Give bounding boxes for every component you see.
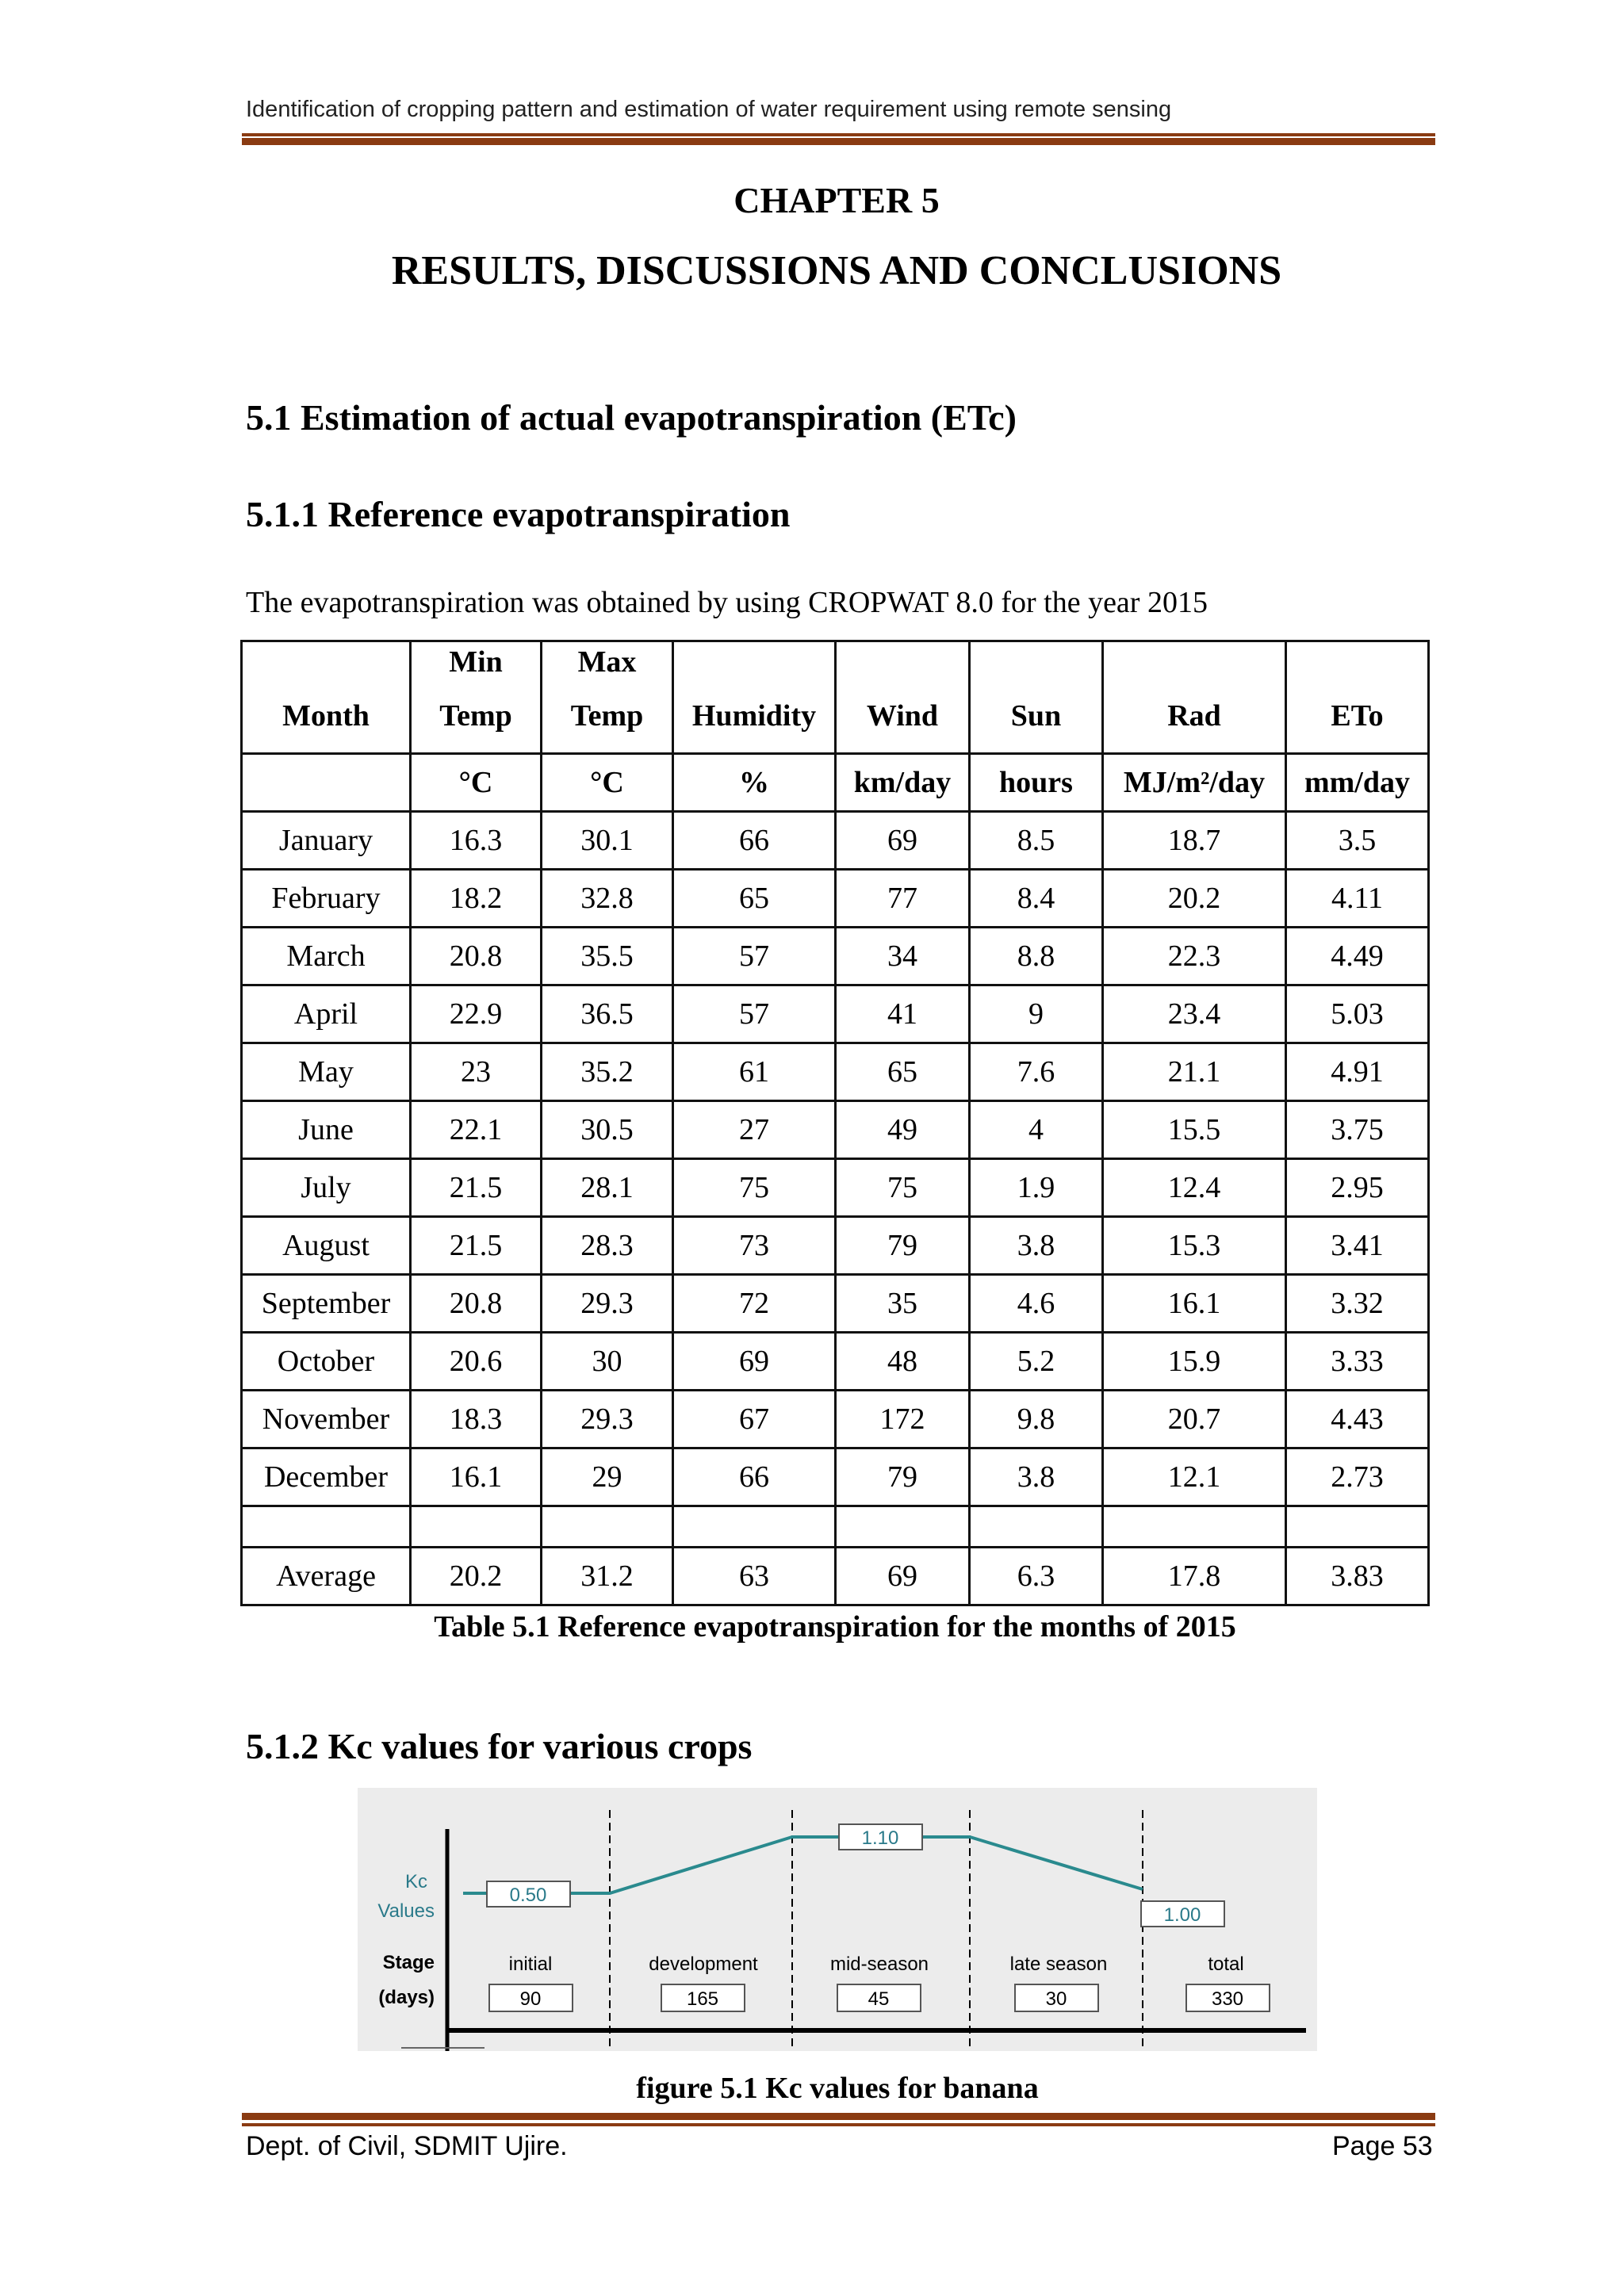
data-cell: 15.5 [1103, 1101, 1286, 1159]
reference-et-table-body [242, 641, 1429, 1605]
table-header-cell [411, 641, 542, 754]
header-rule-thin [242, 133, 1435, 136]
data-cell: 69 [836, 812, 970, 870]
data-cell: 3.75 [1286, 1101, 1429, 1159]
data-cell: 15.9 [1103, 1333, 1286, 1391]
table-row [242, 1448, 1429, 1506]
average-cell: 69 [836, 1548, 970, 1605]
chapter-number: CHAPTER 5 [733, 180, 940, 220]
unit-cell: MJ/m²/day [1103, 754, 1286, 812]
data-cell: 75 [673, 1159, 836, 1217]
empty-cell [836, 1506, 970, 1548]
data-cell: 4.91 [1286, 1043, 1429, 1101]
data-cell: 3.8 [970, 1448, 1103, 1506]
data-cell: 21.5 [411, 1159, 542, 1217]
data-cell: 28.1 [542, 1159, 673, 1217]
table-row [242, 985, 1429, 1043]
data-cell: 75 [836, 1159, 970, 1217]
data-cell: 35 [836, 1275, 970, 1333]
empty-cell [1103, 1506, 1286, 1548]
data-cell: 48 [836, 1333, 970, 1391]
table-units-row [242, 754, 1429, 812]
data-cell: 7.6 [970, 1043, 1103, 1101]
average-cell: Average [242, 1548, 411, 1605]
data-cell: 3.8 [970, 1217, 1103, 1275]
days-label: (days) [378, 1987, 435, 2008]
kc-initial-value: 0.50 [509, 1885, 547, 1906]
data-cell: 20.6 [411, 1333, 542, 1391]
empty-cell [542, 1506, 673, 1548]
data-cell: 3.33 [1286, 1333, 1429, 1391]
unit-cell: °C [542, 754, 673, 812]
data-cell: 4 [970, 1101, 1103, 1159]
data-cell: 20.2 [1103, 870, 1286, 928]
data-cell: 28.3 [542, 1217, 673, 1275]
average-cell: 31.2 [542, 1548, 673, 1605]
data-cell: 3.41 [1286, 1217, 1429, 1275]
table-average-row [242, 1548, 1429, 1605]
header-top-text [1287, 645, 1427, 698]
section-5-1-2-heading: 5.1.2 Kc values for various crops [246, 1726, 753, 1766]
data-cell: July [242, 1159, 411, 1217]
data-cell: 29 [542, 1448, 673, 1506]
unit-cell: % [673, 754, 836, 812]
header-top-text: Max [577, 645, 637, 679]
header-main-text: Sun [1010, 699, 1062, 733]
data-cell: 29.3 [542, 1275, 673, 1333]
data-cell: 30.5 [542, 1101, 673, 1159]
data-cell: 16.1 [411, 1448, 542, 1506]
header-top-text [1104, 645, 1285, 698]
data-cell: 21.5 [411, 1217, 542, 1275]
days-initial: 90 [519, 1988, 542, 2010]
footer-page-number: Page 53 [1332, 2131, 1433, 2161]
table-header-row [242, 641, 1429, 754]
data-cell: 20.8 [411, 1275, 542, 1333]
data-cell: 21.1 [1103, 1043, 1286, 1101]
unit-cell: mm/day [1286, 754, 1429, 812]
data-cell: 32.8 [542, 870, 673, 928]
data-cell: 5.03 [1286, 985, 1429, 1043]
header-top-text [243, 645, 409, 698]
table-caption: Table 5.1 Reference evapotranspiration for the months of 2015 [434, 1610, 1236, 1644]
data-cell: 16.1 [1103, 1275, 1286, 1333]
section-5-1-heading: 5.1 Estimation of actual evapotranspiration (ETc) [246, 397, 1017, 438]
data-cell: October [242, 1333, 411, 1391]
days-mid-season: 45 [868, 1988, 890, 2010]
data-cell: September [242, 1275, 411, 1333]
kc-label-line1: Kc [404, 1871, 427, 1892]
data-cell: 3.32 [1286, 1275, 1429, 1333]
kc-mid-value: 1.10 [861, 1827, 899, 1849]
data-cell: 67 [673, 1391, 836, 1448]
days-total: 330 [1211, 1988, 1244, 2010]
empty-cell [970, 1506, 1103, 1548]
data-cell: 57 [673, 928, 836, 985]
data-cell: June [242, 1101, 411, 1159]
kc-end-value: 1.00 [1163, 1904, 1201, 1926]
data-cell: 35.2 [542, 1043, 673, 1101]
header-top-text [971, 645, 1101, 698]
data-cell: 9 [970, 985, 1103, 1043]
data-cell: 18.2 [411, 870, 542, 928]
table-header-cell [836, 641, 970, 754]
data-cell: December [242, 1448, 411, 1506]
average-cell: 3.83 [1286, 1548, 1429, 1605]
table-intro-text: The evapotranspiration was obtained by using CROPWAT 8.0 for the year 2015 [246, 586, 1208, 619]
stage-initial: initial [508, 1954, 553, 1975]
data-cell: 5.2 [970, 1333, 1103, 1391]
table-row [242, 812, 1429, 870]
data-cell: 2.95 [1286, 1159, 1429, 1217]
table-row [242, 870, 1429, 928]
days-development: 165 [686, 1988, 719, 2010]
data-cell: 4.43 [1286, 1391, 1429, 1448]
data-cell: 12.4 [1103, 1159, 1286, 1217]
figure-caption: figure 5.1 Kc values for banana [636, 2072, 1039, 2105]
data-cell: 8.4 [970, 870, 1103, 928]
header-main-text: Month [282, 699, 370, 733]
data-cell: 29.3 [542, 1391, 673, 1448]
kc-label-line2: Values [377, 1900, 435, 1922]
empty-cell [242, 1506, 411, 1548]
running-header: Identification of cropping pattern and estimation of water requirement using remote sensing [246, 97, 1172, 122]
average-cell: 63 [673, 1548, 836, 1605]
table-header-cell [673, 641, 836, 754]
empty-cell [673, 1506, 836, 1548]
data-cell: November [242, 1391, 411, 1448]
data-cell: 66 [673, 1448, 836, 1506]
data-cell: 65 [836, 1043, 970, 1101]
data-cell: 4.49 [1286, 928, 1429, 985]
data-cell: 23.4 [1103, 985, 1286, 1043]
data-cell: 12.1 [1103, 1448, 1286, 1506]
header-top-text [674, 645, 834, 698]
data-cell: 61 [673, 1043, 836, 1101]
table-row [242, 1043, 1429, 1101]
data-cell: 22.1 [411, 1101, 542, 1159]
data-cell: 79 [836, 1448, 970, 1506]
stage-late-season: late season [1009, 1954, 1108, 1975]
unit-cell [242, 754, 411, 812]
header-main-text: Wind [866, 699, 939, 733]
header-rule-thick [242, 138, 1435, 145]
data-cell: 18.7 [1103, 812, 1286, 870]
empty-cell [411, 1506, 542, 1548]
data-cell: 30 [542, 1333, 673, 1391]
data-cell: 18.3 [411, 1391, 542, 1448]
data-cell: 23 [411, 1043, 542, 1101]
days-late-season: 30 [1045, 1988, 1067, 2010]
data-cell: 2.73 [1286, 1448, 1429, 1506]
table-header-cell [1286, 641, 1429, 754]
data-cell: 16.3 [411, 812, 542, 870]
data-cell: 172 [836, 1391, 970, 1448]
footer-rule-thin [242, 2123, 1435, 2126]
data-cell: August [242, 1217, 411, 1275]
data-cell: 65 [673, 870, 836, 928]
unit-cell: °C [411, 754, 542, 812]
data-cell: 20.7 [1103, 1391, 1286, 1448]
footer-department: Dept. of Civil, SDMIT Ujire. [246, 2131, 568, 2161]
table-row [242, 1159, 1429, 1217]
section-5-1-1-heading: 5.1.1 Reference evapotranspiration [246, 494, 791, 534]
table-row [242, 1275, 1429, 1333]
data-cell: 57 [673, 985, 836, 1043]
data-cell: March [242, 928, 411, 985]
header-main-text: Humidity [691, 699, 817, 733]
chapter-title: RESULTS, DISCUSSIONS AND CONCLUSIONS [391, 248, 1282, 293]
data-cell: 1.9 [970, 1159, 1103, 1217]
data-cell: 69 [673, 1333, 836, 1391]
data-cell: April [242, 985, 411, 1043]
data-cell: 4.11 [1286, 870, 1429, 928]
data-cell: January [242, 812, 411, 870]
unit-cell: hours [970, 754, 1103, 812]
data-cell: May [242, 1043, 411, 1101]
data-cell: 15.3 [1103, 1217, 1286, 1275]
data-cell: 41 [836, 985, 970, 1043]
data-cell: 66 [673, 812, 836, 870]
data-cell: February [242, 870, 411, 928]
data-cell: 8.5 [970, 812, 1103, 870]
table-row [242, 928, 1429, 985]
table-header-cell [1103, 641, 1286, 754]
data-cell: 20.8 [411, 928, 542, 985]
data-cell: 79 [836, 1217, 970, 1275]
data-cell: 8.8 [970, 928, 1103, 985]
data-cell: 72 [673, 1275, 836, 1333]
unit-cell: km/day [836, 754, 970, 812]
data-cell: 73 [673, 1217, 836, 1275]
table-row [242, 1217, 1429, 1275]
data-cell: 34 [836, 928, 970, 985]
data-cell: 30.1 [542, 812, 673, 870]
average-cell: 17.8 [1103, 1548, 1286, 1605]
header-top-text [837, 645, 968, 698]
data-cell: 77 [836, 870, 970, 928]
data-cell: 4.6 [970, 1275, 1103, 1333]
average-cell: 6.3 [970, 1548, 1103, 1605]
data-cell: 27 [673, 1101, 836, 1159]
reference-et-table [240, 640, 1430, 1606]
table-row [242, 1333, 1429, 1391]
header-main-text: Temp [439, 699, 512, 733]
data-cell: 22.3 [1103, 928, 1286, 985]
table-header-cell [242, 641, 411, 754]
table-row [242, 1391, 1429, 1448]
data-cell: 3.5 [1286, 812, 1429, 870]
footer-rule-thick [242, 2113, 1435, 2120]
empty-cell [1286, 1506, 1429, 1548]
average-cell: 20.2 [411, 1548, 542, 1605]
data-cell: 22.9 [411, 985, 542, 1043]
stage-total: total [1208, 1954, 1244, 1975]
stage-mid-season: mid-season [829, 1954, 929, 1975]
table-spacer-row [242, 1506, 1429, 1548]
table-row [242, 1101, 1429, 1159]
header-main-text: Temp [570, 699, 644, 733]
kc-values-figure [358, 1788, 1317, 2051]
header-main-text: Rad [1167, 699, 1221, 733]
stage-label: Stage [382, 1952, 435, 1973]
stage-development: development [649, 1954, 758, 1975]
data-cell: 35.5 [542, 928, 673, 985]
data-cell: 36.5 [542, 985, 673, 1043]
table-header-cell [542, 641, 673, 754]
header-main-text: ETo [1331, 699, 1384, 733]
data-cell: 9.8 [970, 1391, 1103, 1448]
data-cell: 49 [836, 1101, 970, 1159]
header-top-text: Min [449, 645, 503, 679]
table-header-cell [970, 641, 1103, 754]
